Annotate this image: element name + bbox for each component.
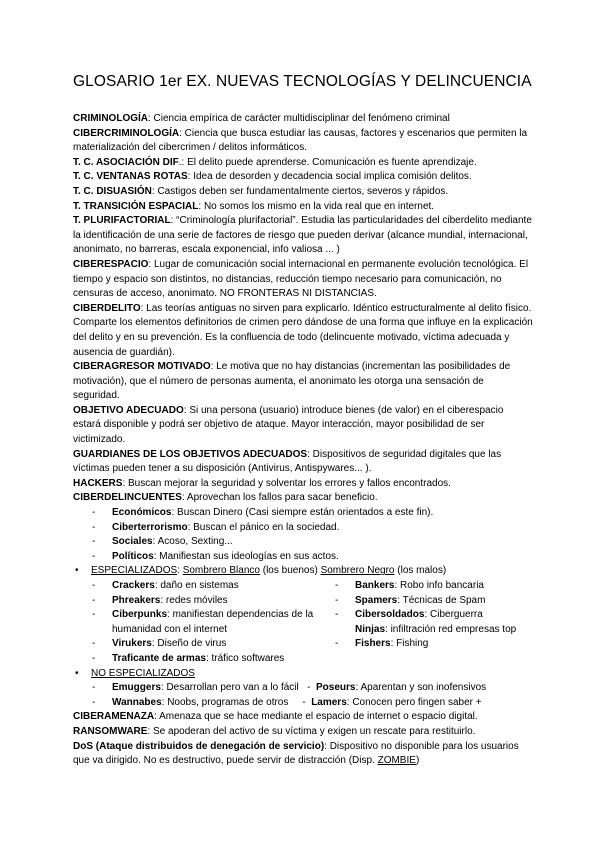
entry-dos <box>73 740 533 769</box>
entry-ventanas <box>73 170 533 185</box>
definition: : Las teorías antiguas no sirven para explicarlo. Idéntico estructuralmente al delito físico. Comparte los elementos definitorios de crimen pero dándose de una forma que influye en la explicación del delito y en su prevención. Es la confluencia de todo (delincuente motivado, víctima adecuada y ausencia de guardián). <box>73 302 533 358</box>
dash-marker: - <box>92 550 96 562</box>
definition: : Aparentan y son inofensivos <box>355 682 487 694</box>
term: Traficante de armas <box>112 652 206 664</box>
term: CIBERDELITO <box>73 302 141 314</box>
entry-hackers <box>73 477 533 492</box>
dash-marker: - <box>335 609 339 621</box>
entry-cibercriminologia <box>73 127 533 156</box>
dash-marker: - <box>335 638 339 650</box>
entry-ransomware <box>73 725 533 740</box>
zombie-link: ZOMBIE <box>377 755 416 767</box>
definition: : Buscan el pánico en la sociedad. <box>187 521 340 533</box>
definition: : “Criminología plurifactorial”. Estudia las particularidades del ciberdelito mediante la identificación de una serie de factores de riesgo que pueden derivar (alcance mundial, internacional, anonimato, no barreras, escala exponencial, info valiosa ... ) <box>73 215 532 256</box>
dash-marker: - <box>92 652 96 664</box>
glossary-body <box>73 112 533 769</box>
term: CRIMINOLOGÍA <box>73 113 148 124</box>
term: Emuggers <box>112 682 161 694</box>
list-item <box>73 550 533 565</box>
definition: : Dispositivo no disponible para los usuarios que va dirigido. No es destructivo, puede servir de distracción (Disp. <box>73 740 519 767</box>
definition: : No somos los mismo en la vida real que en internet. <box>198 200 435 212</box>
term: CIBERAGRESOR MOTIVADO <box>73 361 211 373</box>
entry-ciberagresor <box>73 360 533 404</box>
definition: : Diseño de virus <box>151 638 227 650</box>
definition: : Desarrollan pero van a lo fácil <box>160 682 299 694</box>
dash-marker: - <box>92 594 96 606</box>
section-label: NO ESPECIALIZADOS <box>91 667 195 679</box>
list-item <box>73 637 335 652</box>
entry-guardianes <box>73 448 533 477</box>
term: T. PLURIFACTORIAL <box>73 215 171 227</box>
definition: : infiltración red empresas top <box>385 623 517 635</box>
definition: : Fishing <box>390 638 429 650</box>
entry-criminologia <box>73 112 533 127</box>
term: CIBERAMENAZA <box>73 711 155 723</box>
term: GUARDIANES DE LOS OBJETIVOS ADECUADOS <box>73 448 308 460</box>
term: CIBERCRIMINOLOGÍA <box>73 127 180 139</box>
dash-marker: - <box>302 696 306 708</box>
no-especializados-heading <box>73 667 533 682</box>
list-item <box>335 579 533 594</box>
term: Ciberpunks <box>112 609 168 621</box>
separator: : <box>177 565 183 577</box>
definition: : Amenaza que se hace mediante el espacio de internet o espacio digital. <box>154 711 478 723</box>
term: Fishers <box>355 638 391 650</box>
term: Poseurs <box>316 682 356 694</box>
especializados-heading <box>73 564 533 579</box>
definition: : Idea de desorden y decadencia social implica comisión delitos. <box>187 171 472 183</box>
dash-marker: - <box>335 580 339 591</box>
definition: : manifiestan dependencias de la humanidad con el internet <box>112 609 314 635</box>
list-item <box>335 594 533 609</box>
term: RANSOMWARE <box>73 725 148 737</box>
definition: : Se apoderan del activo de su víctima y exigen un rescate para restituirlo. <box>147 725 476 737</box>
dash-marker: - <box>92 609 96 621</box>
white-hat-note: (los buenos) <box>259 565 321 577</box>
term: Lamers <box>311 696 347 708</box>
list-item <box>73 652 335 667</box>
term: DoS (Ataque distribuidos de denegación de servicio) <box>73 740 325 752</box>
entry-plurifactorial <box>73 214 533 258</box>
definition: : tráfico softwares <box>205 652 285 664</box>
dash-marker: - <box>307 682 311 694</box>
list-item <box>73 696 533 711</box>
definition: : Técnicas de Spam <box>397 594 486 606</box>
dash-marker: - <box>92 638 96 650</box>
definition: : redes móviles <box>160 594 228 606</box>
term: Cibersoldados <box>355 609 425 621</box>
definition: : Ciencia empírica de carácter multidisciplinar del fenómeno criminal <box>148 113 450 124</box>
term: Ninjas <box>355 623 386 635</box>
dash-marker: - <box>92 696 96 708</box>
list-item <box>73 608 335 637</box>
bullet-marker: • <box>75 565 79 577</box>
black-hat-label: Sombrero Negro <box>320 565 395 577</box>
page-title: GLOSARIO 1er EX. NUEVAS TECNOLOGÍAS Y DELINCUENCIA <box>73 73 532 90</box>
list-item <box>73 579 335 594</box>
entry-disuasion <box>73 185 533 200</box>
list-item <box>73 506 533 521</box>
definition: : Conocen pero fingen saber + <box>346 696 482 708</box>
term: Políticos <box>112 550 154 562</box>
entry-ciberespacio <box>73 258 533 302</box>
term: CIBERDELINCUENTES <box>73 492 182 504</box>
term: T. TRANSICIÓN ESPACIAL <box>73 200 199 212</box>
definition: : Dispositivos de seguridad digitales que las víctimas pueden tener a su disposición (Antivirus, Antispywares... ). <box>73 448 502 475</box>
term: Wannabes <box>112 696 162 708</box>
list-item <box>335 608 533 637</box>
definition: : Ciencia que busca estudiar las causas, factores y escenarios que permiten la materialización del cibercrimen / delitos informáticos. <box>73 127 528 154</box>
list-item <box>73 594 335 609</box>
list-item <box>73 521 533 536</box>
definition: : daño en sistemas <box>154 580 239 591</box>
entry-ciberdelito <box>73 302 533 360</box>
especializados-grid <box>73 579 533 667</box>
term: Crackers <box>112 580 155 591</box>
definition: : Castigos deben ser fundamentalmente ciertos, severos y rápidos. <box>151 185 449 197</box>
term: HACKERS <box>73 477 123 489</box>
dash-marker: - <box>92 507 96 519</box>
dash-marker: - <box>92 521 96 533</box>
definition: .: El delito puede aprenderse. Comunicación es fuente aprendizaje. <box>178 156 477 168</box>
list-item <box>335 637 533 652</box>
entry-transicion <box>73 200 533 215</box>
definition: : Lugar de comunicación social internacional en permanente evolución tecnológica. El tiempo y espacio son distintos, no distancias, reducción tiempo necesario para comunicación, no censuras de acceso, anonimato. NO FRONTERAS NI DISTANCIAS. <box>73 258 529 300</box>
term: Ciberterrorismo <box>112 521 188 533</box>
definition: : Noobs, programas de otros <box>161 696 289 708</box>
term: Phreakers <box>112 594 161 606</box>
term: T. C. ASOCIACIÓN DIF <box>73 156 179 168</box>
entry-asociacion <box>73 156 533 171</box>
entry-ciberamenaza <box>73 710 533 725</box>
list-item <box>73 681 533 696</box>
definition: : Aprovechan los fallos para sacar beneficio. <box>181 492 378 504</box>
dash-marker: - <box>92 580 96 591</box>
definition: : Ciberguerra <box>424 609 483 621</box>
term: Spamers <box>355 594 398 606</box>
definition: : Acoso, Sexting... <box>152 536 233 548</box>
definition: : Le motiva que no hay distancias (incrementan las posibilidades de motivación), que el número de personas aumenta, el anonimato les otorga una sensación de seguridad. <box>73 361 511 402</box>
term: Bankers <box>355 580 395 591</box>
section-label: ESPECIALIZADOS <box>91 565 178 577</box>
term: Sociales <box>112 536 153 548</box>
entry-ciberdelincuentes <box>73 491 533 506</box>
term: T. C. VENTANAS ROTAS <box>73 171 188 183</box>
closing-paren: ) <box>415 755 420 767</box>
dash-marker: - <box>92 536 96 548</box>
term: T. C. DISUASIÓN <box>73 185 152 197</box>
list-item <box>73 535 533 550</box>
definition: : Buscan mejorar la seguridad y solventar los errores y fallos encontrados. <box>122 477 451 489</box>
dash-marker: - <box>335 594 339 606</box>
white-hat-label: Sombrero Blanco <box>182 565 260 577</box>
definition: : Robo info bancaria <box>394 580 484 591</box>
black-hat-note: (los malos) <box>394 565 447 577</box>
bullet-marker: • <box>75 667 79 679</box>
dash-marker: - <box>92 682 96 694</box>
definition: : Manifiestan sus ideologías en sus actos. <box>153 550 339 562</box>
definition: : Buscan Dinero (Casi siempre están orientados a este fin). <box>171 507 434 519</box>
entry-objetivo <box>73 404 533 448</box>
term: CIBERESPACIO <box>73 258 149 270</box>
term: OBJETIVO ADECUADO <box>73 404 184 416</box>
term: Económicos <box>112 507 172 519</box>
term: Virukers <box>112 638 152 650</box>
definition: : Si una persona (usuario) introduce bienes (de valor) en el ciberespacio estará disponible y podrá ser objetivo de ataque. Mayor interacción, mayor posibilidad de ser victimizado. <box>73 404 504 446</box>
